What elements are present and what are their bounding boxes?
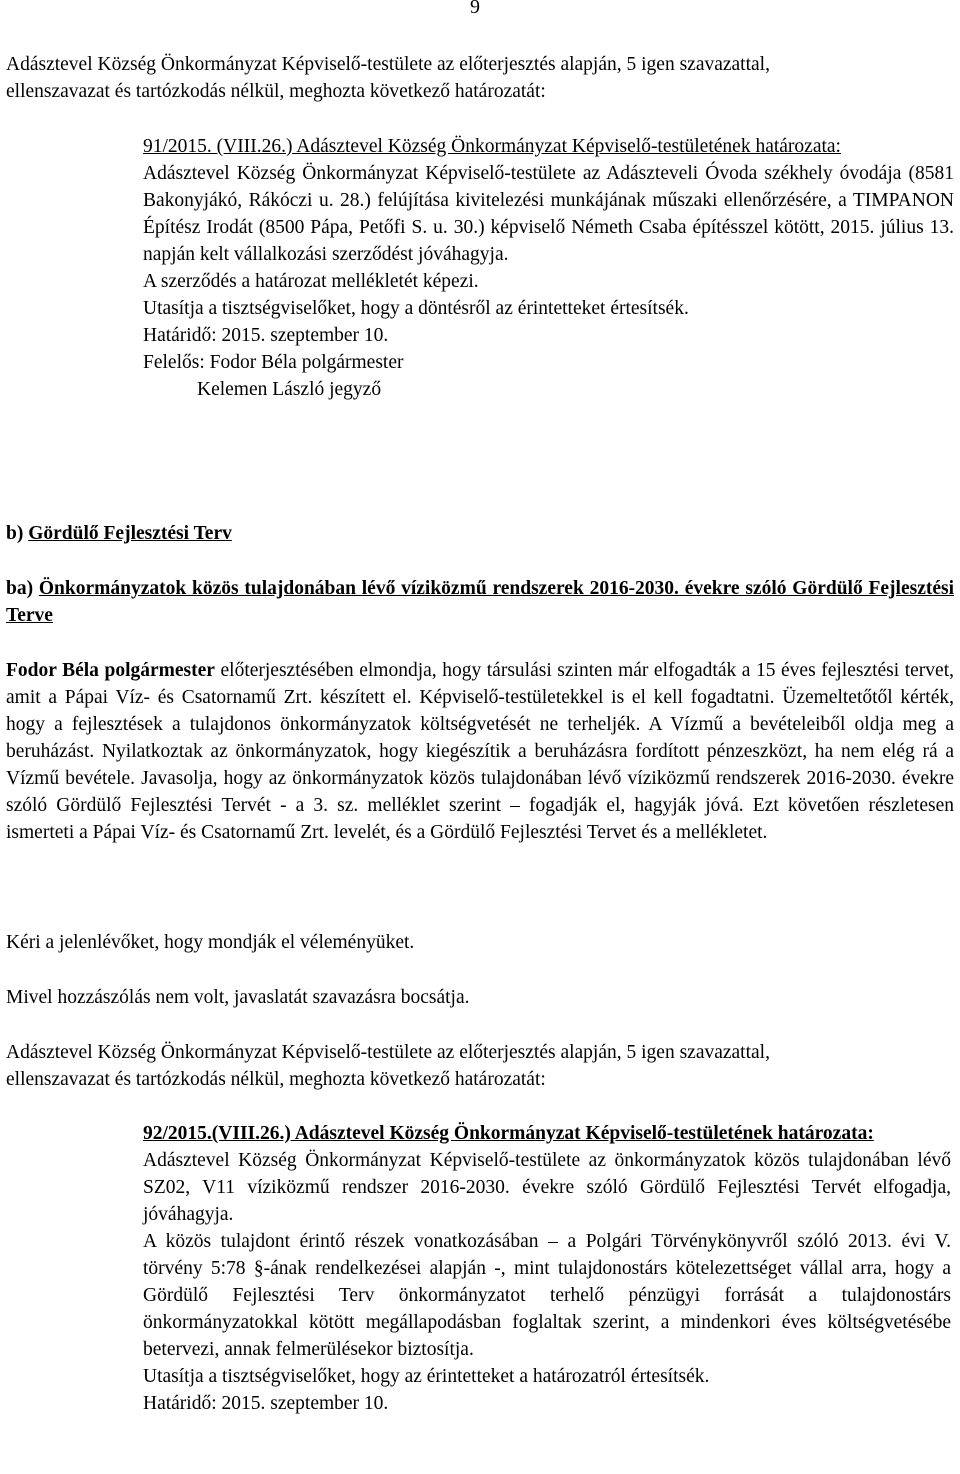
intro2-line-2: ellenszavazat és tartózkodás nélkül, meghozta következő határozatát: (6, 1069, 546, 1090)
speaker-name: Fodor Béla polgármester (6, 660, 215, 681)
resolution-91-body-2: A szerződés a határozat mellékletét képezi. (143, 271, 479, 292)
section-b-title: Gördülő Fejlesztési Terv (28, 523, 232, 544)
resolution-92-body-1: Adásztevel Község Önkormányzat Képviselő-testülete az önkormányzatok közös tulajdonában lévő SZ02, V11 víziközmű rendszer 2016-2030. évekre szóló Gördülő Fejlesztési Tervét elfogadja, jóváhagyja. (143, 1150, 951, 1225)
intro-paragraph-1 (6, 51, 954, 105)
resolution-91-responsible: Felelős: Fodor Béla polgármester (143, 352, 404, 373)
resolution-92-body-2: A közös tulajdont érintő részek vonatkozásában – a Polgári Törvénykönyvről szóló 2013. évi V. törvény 5:78 §-ának rendelkezései alapján -, mint tulajdonostárs kötelezettséget vállal arra, hogy a Gördülő Fejlesztési Terv önkormányzatot terhelő pénzügyi forrását a tulajdonostárs önkormányzatokkal kötött megállapodásban foglaltak szerint, a mindenkori éves költségvetésébe betervezi, annak felmerülésekor biztosítja. (143, 1231, 951, 1360)
resolution-91-title: Adásztevel Község Önkormányzat Képviselő-testületének határozata: (292, 136, 841, 157)
section-ba-title: Önkormányzatok közös tulajdonában lévő víziközmű rendszerek 2016-2030. évekre szóló Gördülő Fejlesztési Terve (6, 578, 955, 626)
resolution-91 (143, 133, 954, 403)
discussion-paragraph (6, 657, 954, 846)
page-number: 9 (470, 0, 480, 18)
intro2-line-1: Adásztevel Község Önkormányzat Képviselő-testülete az előterjesztés alapján, 5 igen szavazattal, (6, 1042, 770, 1063)
section-b-heading (6, 520, 954, 547)
resolution-92-heading (143, 1120, 951, 1147)
discussion-text: előterjesztésében elmondja, hogy társulási szinten már elfogadták a 15 éves fejlesztési tervet, amit a Pápai Víz- és Csatornamű Zrt. készített el. Képviselő-testületekkel is el kell fogadtatni. Üzemeltetőtől kérték, hogy a fejlesztések a tulajdonos önkormányzatok költségvetését ne terheljék. A Vízmű a bevételeiből oldja meg a beruházást. Nyilatkoztak az önkormányzatok, hogy kiegészítik a beruházásra fordított pénzeszközt, ha nem elég rá a Vízmű bevétele. Javasolja, hogy az önkormányzatok közös tulajdonában lévő víziközmű rendszerek 2016-2030. évekre szóló Gördülő Fejlesztési Tervét - a 3. sz. melléklet szerint – fogadják el, hagyják jóvá. Ezt követően részletesen ismerteti a Pápai Víz- és Csatornamű Zrt. levelét, és a Gördülő Fejlesztési Tervet és a mellékletet. (6, 660, 954, 843)
resolution-92-title: Adásztevel Község Önkormányzat Képviselő-testületének határozata: (290, 1123, 874, 1144)
request-paragraph: Kéri a jelenlévőket, hogy mondják el véleményüket. (6, 932, 415, 953)
resolution-91-heading (143, 133, 954, 160)
section-b-prefix: b) (6, 523, 29, 544)
resolution-92-body-3: Utasítja a tisztségviselőket, hogy az érintetteket a határozatról értesítsék. (143, 1366, 710, 1387)
intro-line-1: Adásztevel Község Önkormányzat Képviselő-testülete az előterjesztés alapján, 5 igen szavazattal, (6, 54, 770, 75)
resolution-92 (143, 1120, 951, 1417)
resolution-92-deadline: Határidő: 2015. szeptember 10. (143, 1393, 389, 1414)
resolution-91-number: 91/2015. (VIII.26.) (143, 136, 293, 157)
resolution-91-body-3: Utasítja a tisztségviselőket, hogy a döntésről az érintetteket értesítsék. (143, 298, 689, 319)
intro-line-2: ellenszavazat és tartózkodás nélkül, meghozta következő határozatát: (6, 81, 546, 102)
resolution-91-body-1: Adásztevel Község Önkormányzat Képviselő-testülete az Adászteveli Óvoda székhely óvodája (8581 Bakonyjákó, Rákóczi u. 28.) felújítása kivitelezési munkájának műszaki ellenőrzésére, a TIMPANON Építész Irodát (8500 Pápa, Petőfi S. u. 30.) képviselő Németh Csaba építésszel kötött, 2015. július 13. napján kelt vállalkozási szerződést jóváhagyja. (143, 163, 954, 265)
resolution-91-responsible-2: Kelemen László jegyző (197, 379, 382, 400)
section-ba-heading (6, 575, 954, 629)
resolution-91-deadline: Határidő: 2015. szeptember 10. (143, 325, 389, 346)
intro-paragraph-2 (6, 1039, 954, 1093)
vote-call-paragraph: Mivel hozzászólás nem volt, javaslatát szavazásra bocsátja. (6, 987, 470, 1008)
section-ba-prefix: ba) (6, 578, 39, 599)
resolution-92-number: 92/2015.(VIII.26.) (143, 1123, 291, 1144)
